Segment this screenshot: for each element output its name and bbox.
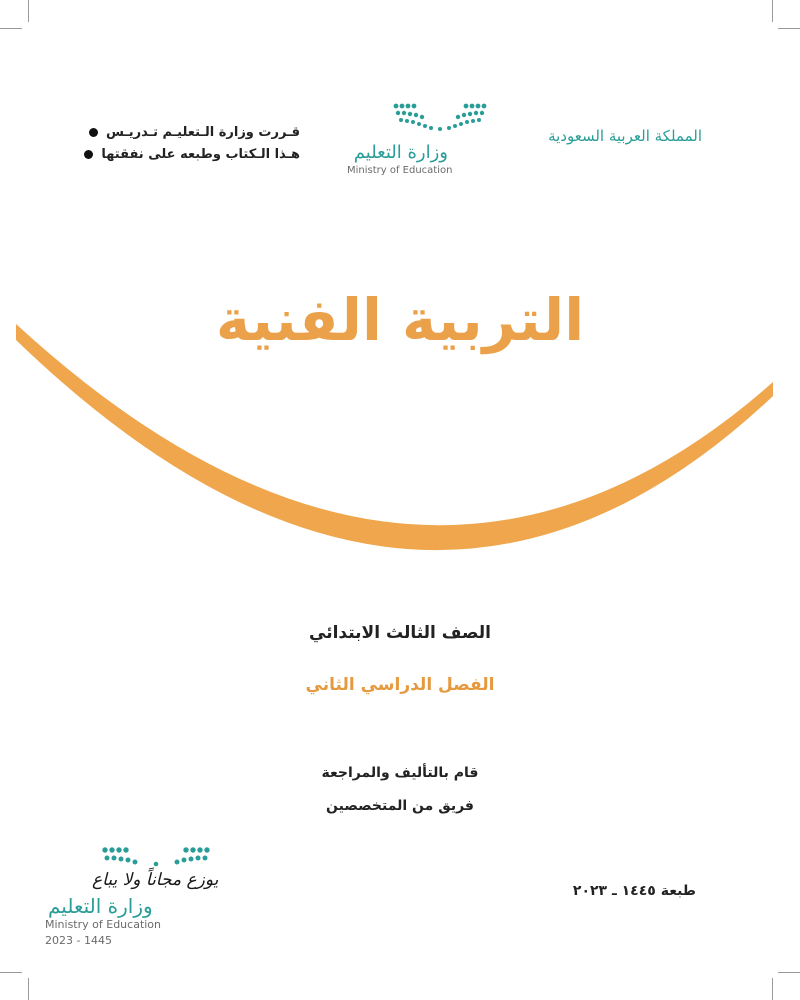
ministry-dots-icon (392, 100, 488, 132)
crop-mark (772, 0, 773, 22)
bullet-icon (84, 150, 93, 159)
approval-line-1: قـررت وزارة الـتعليـم تـدريـس (105, 124, 300, 140)
semester: الفصل الدراسي الثاني (305, 675, 495, 695)
approval-notice (100, 121, 300, 165)
ministry-logo-footer (42, 842, 232, 962)
book-title: التربية الفنية (215, 286, 585, 354)
ministry-name-ar: وزارة التعليم (353, 142, 448, 163)
kingdom-name: المملكة العربية السعودية (548, 127, 702, 145)
crop-mark (28, 0, 29, 22)
ministry-logo (340, 98, 490, 182)
crop-mark (772, 978, 773, 1000)
ministry-name-en: Ministry of Education (347, 165, 453, 176)
crop-mark (0, 972, 22, 973)
crop-mark (778, 28, 800, 29)
crop-mark (0, 28, 22, 29)
authors-heading: قام بالتأليف والمراجعة (321, 765, 479, 781)
crop-mark (778, 972, 800, 973)
ministry-name-ar: وزارة التعليم (48, 894, 153, 918)
free-distribution-stamp: يوزع مجاناً ولا يباع (92, 870, 219, 890)
grade-level: الصف الثالث الابتدائي (309, 623, 491, 643)
ministry-year: 2023 - 1445 (45, 934, 112, 947)
edition-year: طبعة ١٤٤٥ ـ ٢٠٢٣ (572, 883, 696, 899)
authors-team: فريق من المتخصصين (326, 798, 474, 814)
ministry-name-en: Ministry of Education (45, 918, 162, 931)
approval-line-2: هـذا الـكتاب وطبعه على نفقتها (101, 146, 300, 162)
crop-mark (28, 978, 29, 1000)
bullet-icon (89, 128, 98, 137)
